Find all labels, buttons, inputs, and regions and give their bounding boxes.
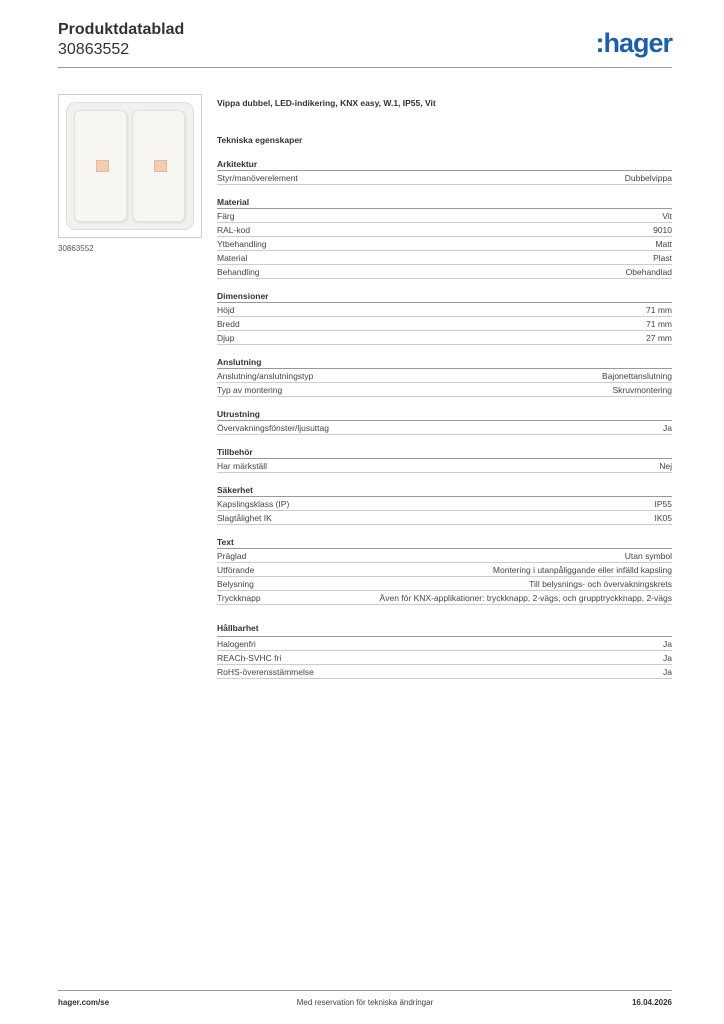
spec-label: Anslutning/anslutningstyp xyxy=(217,371,314,381)
section-title: Arkitektur xyxy=(217,158,672,171)
spec-row xyxy=(217,251,672,265)
spec-section xyxy=(217,484,672,525)
spec-value: Till belysnings- och övervakningskrets xyxy=(529,579,672,589)
left-rocker xyxy=(74,110,127,222)
spec-section xyxy=(217,356,672,397)
spec-sections xyxy=(217,158,672,679)
spec-label: Slagtålighet IK xyxy=(217,513,272,523)
spec-label: Färg xyxy=(217,211,235,221)
document-title: Produktdatablad xyxy=(58,21,185,38)
spec-label: Utförande xyxy=(217,565,255,575)
spec-label: Material xyxy=(217,253,248,263)
section-title: Säkerhet xyxy=(217,484,672,497)
product-title: Vippa dubbel, LED-indikering, KNX easy, W.1, IP55, Vit xyxy=(217,98,436,108)
spec-label: Höjd xyxy=(217,305,235,315)
spec-value: IP55 xyxy=(654,499,672,509)
spec-value: Ja xyxy=(663,667,672,677)
spec-row xyxy=(217,421,672,435)
spec-value: Ja xyxy=(663,423,672,433)
logo-text: hager xyxy=(603,28,672,58)
spec-section xyxy=(217,290,672,345)
section-title: Text xyxy=(217,536,672,549)
spec-section xyxy=(217,158,672,185)
spec-row xyxy=(217,577,672,591)
spec-value: Ja xyxy=(663,639,672,649)
footer-disclaimer: Med reservation för tekniska ändringar xyxy=(296,998,434,1007)
spec-row xyxy=(217,637,672,651)
spec-value: Matt xyxy=(655,239,672,249)
spec-value: 71 mm xyxy=(646,319,672,329)
spec-row xyxy=(217,383,672,397)
spec-label: RAL-kod xyxy=(217,225,251,235)
spec-section xyxy=(217,536,672,605)
tech-heading: Tekniska egenskaper xyxy=(217,135,303,145)
spec-content xyxy=(217,96,672,679)
spec-row xyxy=(217,317,672,331)
spec-label: Har märkställ xyxy=(217,461,268,471)
spec-label: Belysning xyxy=(217,579,254,589)
led-indicator-left xyxy=(96,160,109,172)
spec-row xyxy=(217,209,672,223)
section-title: Utrustning xyxy=(217,408,672,421)
spec-label: Typ av montering xyxy=(217,385,283,395)
spec-row xyxy=(217,369,672,383)
spec-value: IK05 xyxy=(654,513,672,523)
spec-row xyxy=(217,171,672,185)
footer-website: hager.com/se xyxy=(58,998,110,1007)
spec-value: Obehandlad xyxy=(625,267,672,277)
spec-row xyxy=(217,265,672,279)
spec-value: Utan symbol xyxy=(624,551,672,561)
spec-row xyxy=(217,563,672,577)
spec-label: Präglad xyxy=(217,551,247,561)
spec-row xyxy=(217,651,672,665)
page-header xyxy=(58,20,672,60)
switch-plate xyxy=(66,102,194,230)
spec-label: REACh-SVHC fri xyxy=(217,653,282,663)
spec-label: Styr/manöverelement xyxy=(217,173,298,183)
spec-row xyxy=(217,237,672,251)
spec-row xyxy=(217,331,672,345)
section-title: Dimensioner xyxy=(217,290,672,303)
spec-value: Dubbelvippa xyxy=(624,173,672,183)
spec-row xyxy=(217,549,672,563)
image-caption: 30863552 xyxy=(58,244,94,253)
spec-row xyxy=(217,223,672,237)
document-number: 30863552 xyxy=(58,41,130,58)
spec-row xyxy=(217,459,672,473)
footer-divider xyxy=(58,990,672,991)
spec-value: Montering i utanpåliggande eller infälld kapsling xyxy=(492,565,672,575)
spec-section xyxy=(217,196,672,279)
section-title: Hållbarhet xyxy=(217,622,672,637)
spec-label: Djup xyxy=(217,333,235,343)
header-divider xyxy=(58,67,672,68)
spec-label: Halogenfri xyxy=(217,639,256,649)
spec-section xyxy=(217,408,672,435)
spec-label: Bredd xyxy=(217,319,240,329)
spec-value: Plast xyxy=(653,253,672,263)
spec-value: Nej xyxy=(659,461,672,471)
spec-section xyxy=(217,446,672,473)
right-rocker xyxy=(132,110,185,222)
spec-row xyxy=(217,591,672,605)
spec-value: Även för KNX-applikationer: tryckknapp, 2-vägs, och grupptryckknapp, 2-vägs xyxy=(379,593,672,603)
spec-value: Bajonettanslutning xyxy=(602,371,672,381)
spec-label: Behandling xyxy=(217,267,260,277)
spec-label: Övervakningsfönster/ljusuttag xyxy=(217,423,329,433)
spec-value: 71 mm xyxy=(646,305,672,315)
spec-value: Ja xyxy=(663,653,672,663)
spec-row xyxy=(217,303,672,317)
led-indicator-right xyxy=(154,160,167,172)
product-image xyxy=(58,94,202,238)
spec-value: 27 mm xyxy=(646,333,672,343)
spec-row xyxy=(217,665,672,679)
spec-value: Skruvmontering xyxy=(612,385,672,395)
section-title: Tillbehör xyxy=(217,446,672,459)
hager-logo: :hager xyxy=(595,28,672,58)
footer-date: 16.04.2026 xyxy=(631,998,672,1007)
spec-row xyxy=(217,497,672,511)
spec-label: Kapslingsklass (IP) xyxy=(217,499,290,509)
spec-label: Tryckknapp xyxy=(217,593,261,603)
spec-label: RoHS-överensstämmelse xyxy=(217,667,314,677)
spec-row xyxy=(217,511,672,525)
section-title: Material xyxy=(217,196,672,209)
section-title: Anslutning xyxy=(217,356,672,369)
spec-value: 9010 xyxy=(653,225,672,235)
spec-section xyxy=(217,622,672,679)
spec-label: Ytbehandling xyxy=(217,239,267,249)
spec-value: Vit xyxy=(662,211,672,221)
